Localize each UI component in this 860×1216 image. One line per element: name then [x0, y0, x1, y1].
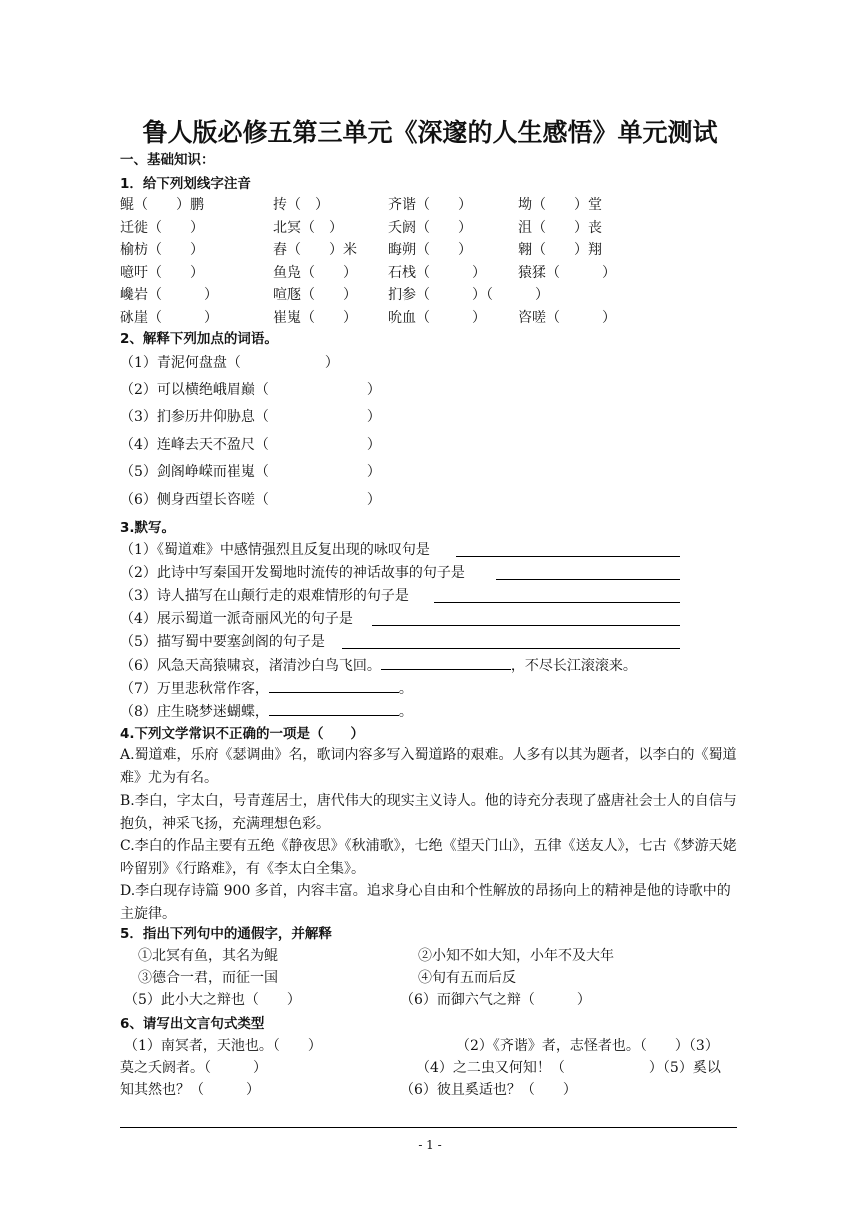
q1-cell: 猿猱（ ）: [518, 264, 616, 281]
page-title: 鲁人版必修五第三单元《深邃的人生感悟》单元测试: [142, 118, 718, 147]
q6-item: （4）之二虫又何知！（ ）（5）奚以: [416, 1060, 721, 1076]
q1-cell: 石栈（ ）: [388, 264, 486, 281]
q1-cell: 坳（ ）堂: [518, 197, 602, 213]
q6-item: 知其然也？（ ）: [120, 1082, 260, 1098]
q3-item: （8）庄生晓梦迷蝴蝶， 。: [120, 701, 413, 722]
q1-cell: 夭阏（ ）: [388, 219, 472, 236]
q3-item: （4）展示蜀道一派奇丽风光的句子是: [120, 609, 680, 629]
q5-item: ②小知不如大知，小年不及大年: [418, 948, 614, 964]
q3-heading: 3.默写。: [120, 520, 176, 536]
q6-item: 莫之夭阏者。（ ）: [120, 1060, 267, 1076]
q3-item: （6）风急天高猿啸哀，渚清沙白鸟飞回。 ，不尽长江滚滚来。: [120, 655, 637, 676]
q2-item: （6）侧身西望长咨嗟（ ）: [120, 492, 381, 508]
q1-cell: 迁徙（ ）: [120, 219, 204, 236]
answer-blank[interactable]: [269, 701, 399, 716]
q1-cell: 晦朔（ ）: [388, 242, 472, 258]
q6-heading: 6、请写出文言句式类型: [120, 1016, 265, 1032]
q1-cell: 翱（ ）翔: [518, 242, 602, 258]
q1-cell: 巉岩（ ）: [120, 287, 218, 303]
q5-item: （5）此小大之辩也（ ）: [124, 992, 301, 1008]
section-heading: 一、基础知识：: [120, 152, 215, 168]
q1-cell: 扪参（ ）（ ）: [388, 287, 549, 303]
q3-item: （2）此诗中写秦国开发蜀地时流传的神话故事的句子是: [120, 563, 680, 583]
q6-item: （6）彼且奚适也？（ ）: [400, 1082, 577, 1098]
q1-cell: 榆枋（ ）: [120, 242, 204, 258]
q1-cell: 鲲（ ）鹏: [120, 197, 204, 213]
q2-item: （3）扪参历井仰胁息（ ）: [120, 409, 381, 425]
q1-cell: 舂（ ）米: [273, 242, 357, 258]
q6-item: （1）南冥者，天池也。（ ）: [124, 1038, 322, 1054]
q4-option-d: D.李白现存诗篇 900 多首，内容丰富。追求身心自由和个性解放的昂扬向上的精神是他的诗歌中的主旋律。: [120, 883, 731, 922]
footer-divider: [120, 1127, 737, 1128]
q5-item: （6）而御六气之辩（ ）: [400, 992, 591, 1008]
q3-item: （7）万里悲秋常作客， 。: [120, 678, 413, 699]
q1-cell: 吮血（ ）: [388, 309, 486, 326]
q1-cell: 崔嵬（ ）: [273, 309, 357, 326]
page-number: - 1 -: [418, 1138, 442, 1152]
q1-cell: 抟（ ）: [273, 197, 329, 213]
q5-heading: 5．指出下列句中的通假字，并解释: [120, 926, 332, 942]
answer-blank[interactable]: [372, 611, 680, 626]
q1-cell: 鱼凫（ ）: [273, 264, 357, 281]
answer-blank[interactable]: [269, 678, 399, 693]
answer-blank[interactable]: [456, 542, 680, 557]
q2-heading: 2、解释下列加点的词语。: [120, 331, 278, 347]
answer-blank[interactable]: [496, 565, 680, 580]
q6-item: （2）《齐谐》者，志怪者也。（ ）（3）: [456, 1038, 719, 1054]
q3-item: （1）《蜀道难》中感情强烈且反复出现的咏叹句是: [120, 540, 680, 560]
q5-item: ③德合一君，而征一国: [138, 970, 278, 986]
q5-item: ①北冥有鱼，其名为鲲: [138, 948, 278, 964]
q1-cell: 喧豗（ ）: [273, 287, 357, 303]
q1-heading: 1．给下列划线字注音: [120, 176, 251, 192]
answer-blank[interactable]: [434, 588, 680, 603]
q4-option-b: B.李白，字太白，号青莲居士，唐代伟大的现实主义诗人。他的诗充分表现了盛唐社会士人的自信与抱负，神采飞扬，充满理想色彩。: [120, 793, 737, 832]
q1-cell: 砯崖（ ）: [120, 309, 218, 326]
answer-blank[interactable]: [381, 655, 511, 670]
q2-item: （4）连峰去天不盈尺（ ）: [120, 437, 381, 453]
answer-blank[interactable]: [342, 634, 680, 649]
q1-cell: 齐谐（ ）: [388, 197, 472, 213]
q1-cell: 北冥（ ）: [273, 219, 343, 236]
q5-item: ④旬有五而后反: [418, 970, 516, 986]
q1-cell: 沮（ ）丧: [518, 219, 602, 236]
q2-item: （1）青泥何盘盘（ ）: [120, 355, 339, 371]
q1-cell: 噫吁（ ）: [120, 264, 204, 281]
q1-cell: 咨嗟（ ）: [518, 309, 616, 326]
q3-item: （5）描写蜀中要塞剑阁的句子是: [120, 632, 680, 652]
q4-heading: 4.下列文学常识不正确的一项是（ ）: [120, 726, 365, 742]
q3-item: （3）诗人描写在山颠行走的艰难情形的句子是: [120, 586, 680, 606]
q2-item: （5）剑阁峥嵘而崔嵬（ ）: [120, 464, 381, 480]
q4-option-c: C.李白的作品主要有五绝《静夜思》《秋浦歌》，七绝《望天门山》，五律《送友人》，七古《梦游天姥吟留别》《行路难》，有《李太白全集》。: [120, 838, 737, 877]
q2-item: （2）可以横绝峨眉巅（ ）: [120, 382, 381, 398]
q4-option-a: A.蜀道难，乐府《瑟调曲》名，歌词内容多写入蜀道路的艰难。人多有以其为题者，以李白的《蜀道难》尤为有名。: [120, 747, 737, 786]
